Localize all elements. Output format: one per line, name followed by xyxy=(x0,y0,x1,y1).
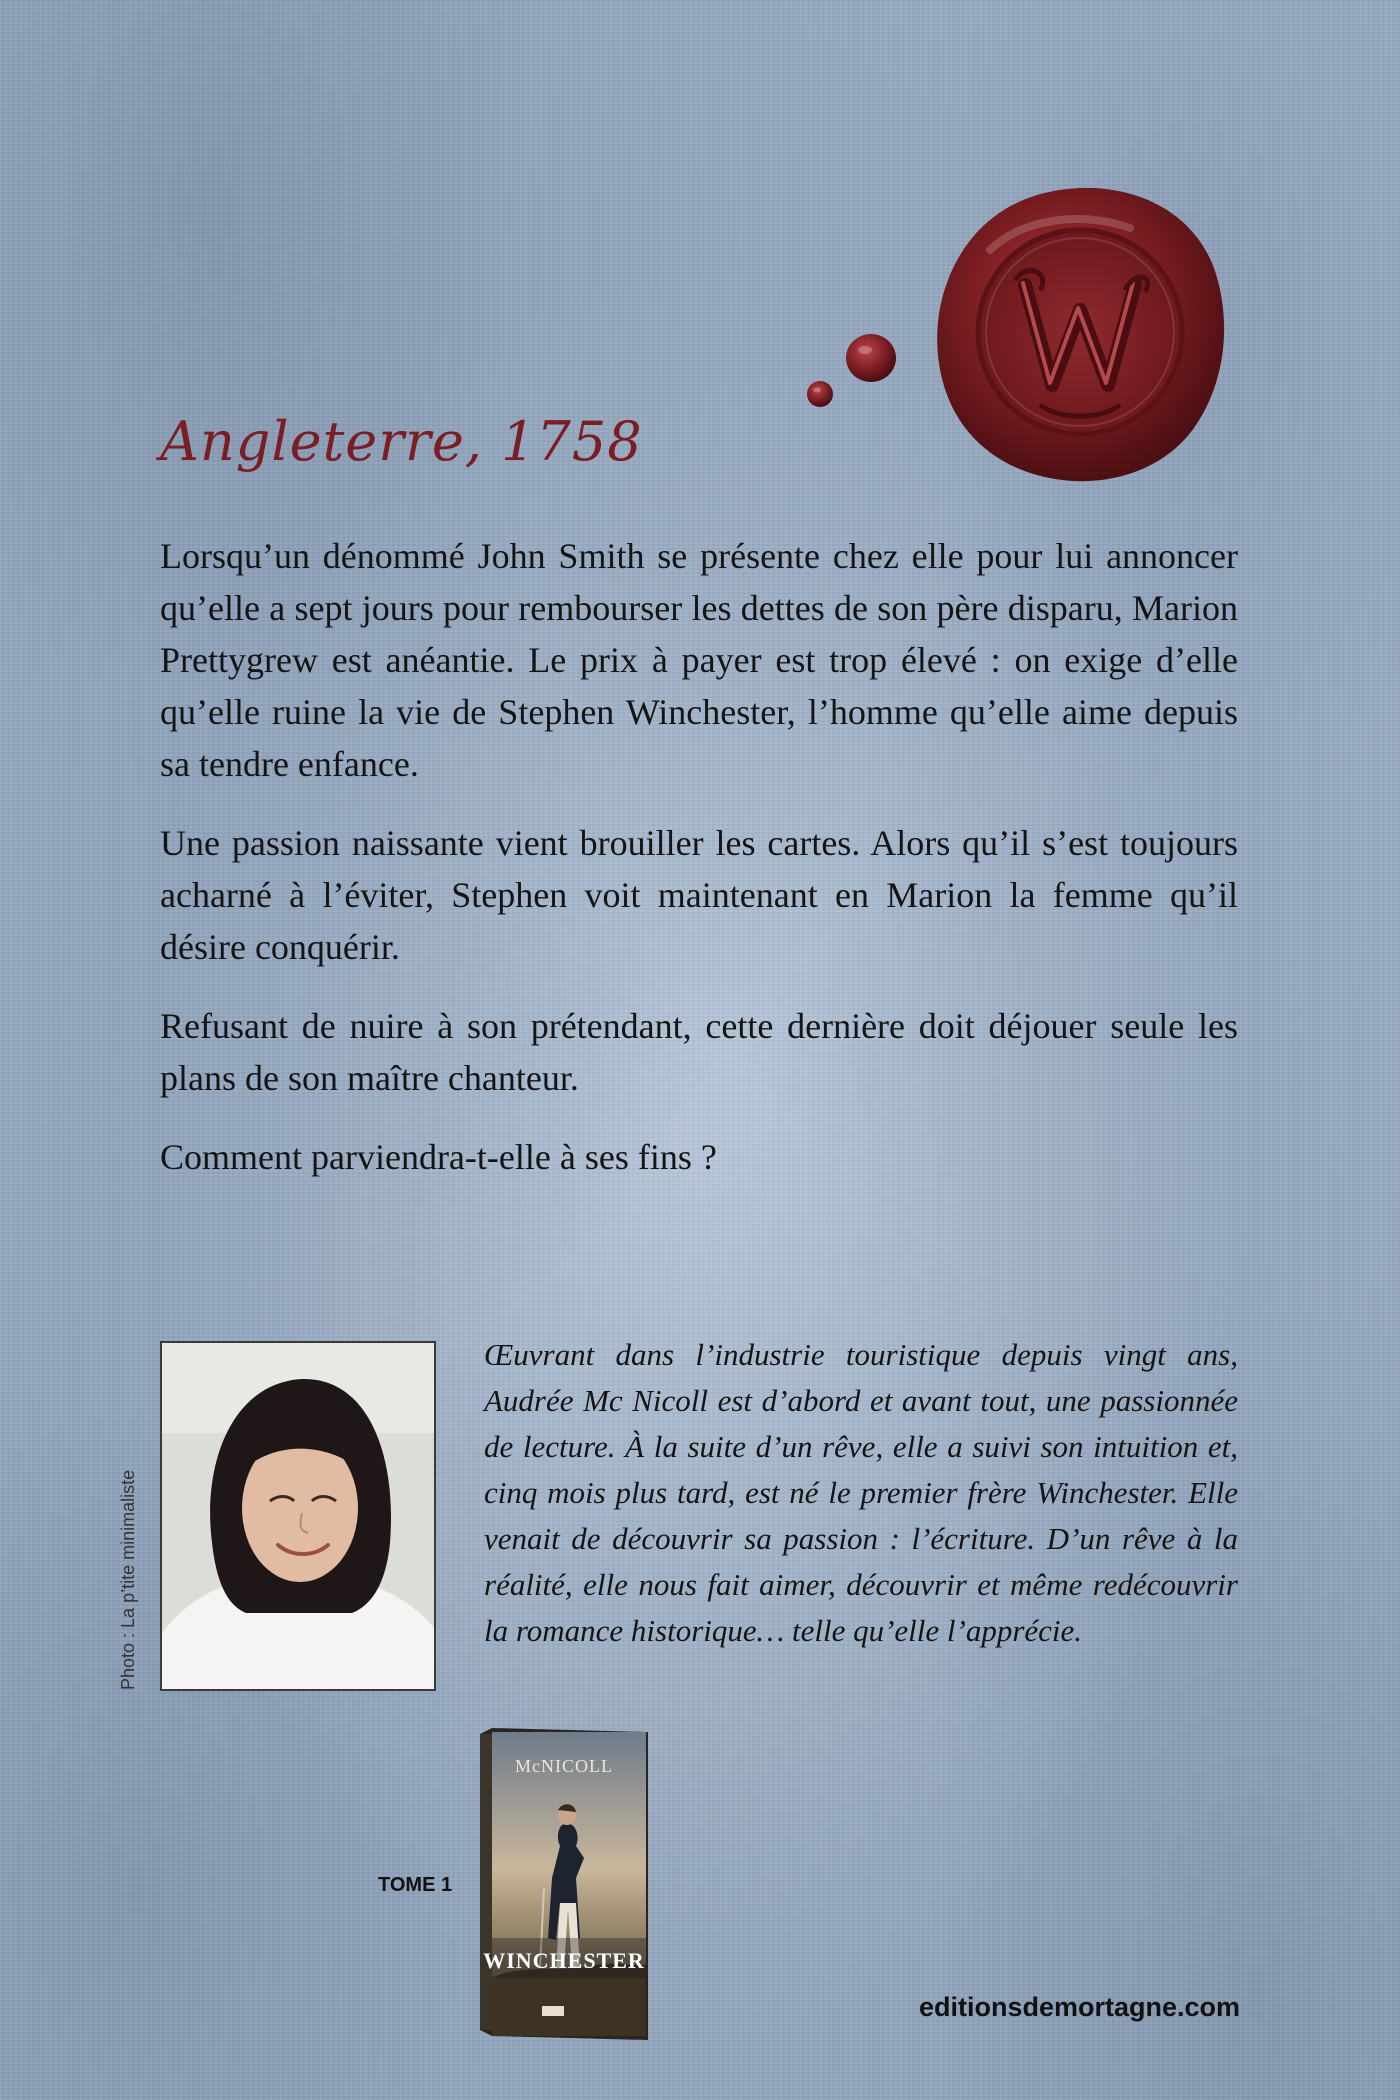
synopsis xyxy=(160,530,1238,1210)
wax-drop-large xyxy=(845,332,897,384)
synopsis-paragraph-3: Refusant de nuire à son prétendant, cette dernière doit déjouer seule les plans de son maître chanteur. xyxy=(160,1006,1238,1098)
tome-label: TOME 1 xyxy=(378,1874,453,1896)
synopsis-paragraph-4: Comment parviendra-t-elle à ses fins ? xyxy=(160,1137,717,1177)
publisher-website[interactable]: editionsdemortagne.com xyxy=(918,1992,1240,2022)
author-portrait-illustration xyxy=(162,1343,434,1689)
synopsis-paragraph-2: Une passion naissante vient brouiller les cartes. Alors qu’il s’est toujours acharné à l’éviter, Stephen voit maintenant en Marion la femme qu’il désire conquérir. xyxy=(160,823,1238,967)
book-cover xyxy=(480,1728,648,2040)
book-cover-title: WINCHESTER xyxy=(483,1948,645,1973)
wax-drop-small xyxy=(806,380,834,408)
author-bio: Œuvrant dans l’industrie touristique depuis vingt ans, Audrée Mc Nicoll est d’abord et avant tout, une passionnée de lecture. À la suite d’un rêve, elle a suivi son intuition et, cinq mois plus tard, est né le premier frère Winchester. Elle venait de découvrir sa passion : l’écriture. D’un rêve à la réalité, elle nous fait aimer, découvrir et même redécouvrir la romance historique… telle qu’elle l’apprécie. xyxy=(484,1337,1238,1648)
wax-seal xyxy=(930,180,1230,490)
photo-credit: Photo : La p’tite minimaliste xyxy=(118,1469,138,1690)
place-date-heading: Angleterre, 1758 xyxy=(160,410,643,473)
synopsis-paragraph-1: Lorsqu’un dénommé John Smith se présente chez elle pour lui annoncer qu’elle a sept jours pour rembourser les dettes de son père disparu, Marion Prettygrew est anéantie. Le prix à payer est trop élevé : on exige d’elle qu’elle ruine la vie de Stephen Winchester, l’homme qu’elle aime depuis sa tendre enfance. xyxy=(160,536,1238,784)
author-photo xyxy=(160,1341,436,1691)
book-cover-author: McNICOLL xyxy=(515,1756,613,1776)
